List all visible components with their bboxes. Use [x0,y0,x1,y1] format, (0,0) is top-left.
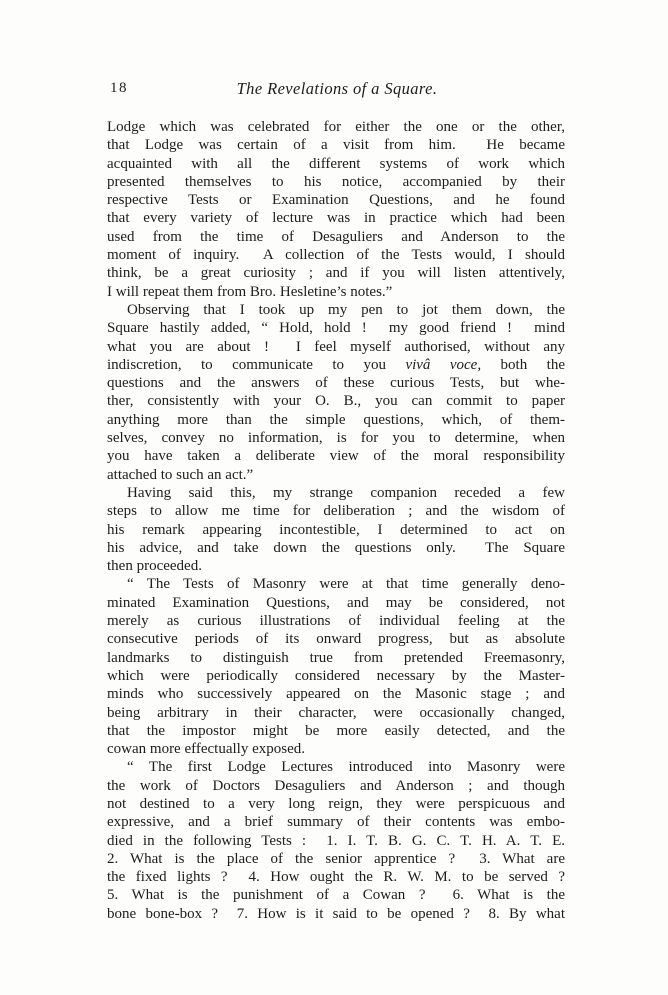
text-run: which were periodically considered necessary by the Master- [107,667,565,684]
text-line [107,740,565,758]
text-line [107,136,565,154]
running-header [108,79,566,99]
text-run: that the impostor might be more easily detected, and the [107,722,565,739]
text-run: minated Examination Questions, and may be considered, not [107,594,565,611]
text-line [107,173,565,191]
text-run: not destined to a very long reign, they were perspicuous and [107,795,565,812]
text-run: merely as curious illustrations of individual feeling at the [107,613,565,630]
text-run: think, be a great curiosity ; and if you will listen attentively, [107,265,565,282]
text-run: respective Tests or Examination Questions, and he found [107,192,565,209]
text-run: what you are about ! I feel myself authorised, without any [107,338,565,355]
text-line [107,429,565,447]
page-body [107,118,565,923]
text-run: attached to such an act.” [107,466,254,483]
italic-phrase: vivâ voce, [405,356,482,373]
running-title: The Revelations of a Square. [236,79,438,98]
text-line [107,630,565,648]
text-run: Lodge which was celebrated for either the one or the other, [107,119,565,135]
text-run: indiscretion, to communicate to you [107,356,406,373]
text-line [107,209,565,227]
text-line [107,795,565,813]
text-line [107,155,565,173]
text-line [107,191,565,209]
text-line [107,118,565,136]
text-run: minds who successively appeared on the Masonic stage ; and [107,686,565,703]
text-line [107,722,565,740]
text-run: 2. What is the place of the senior apprentice ? 3. What are [107,850,565,867]
paragraph [107,118,565,301]
text-run: consecutive periods of its onward progress, but as absolute [107,631,565,648]
text-run: the fixed lights ? 4. How ought the R. W. M. to be served ? [107,869,565,886]
text-line [107,832,565,850]
text-line [107,868,565,886]
text-run: cowan more effectually exposed. [107,741,305,758]
text-run: then proceeded. [107,558,202,575]
paragraph [107,758,565,923]
text-run: Square hastily added, “ Hold, hold ! my good friend ! mind [107,320,565,337]
page-number: 18 [110,80,128,96]
text-line [107,758,565,776]
text-run: “ The first Lodge Lectures introduced into Masonry were [127,759,565,776]
text-line [107,502,565,520]
text-run: used from the time of Desaguliers and Anderson to the [107,228,565,245]
text-line [107,594,565,612]
text-line [107,557,565,575]
text-run: both the [481,356,565,373]
text-line [107,319,565,337]
text-line [107,301,565,319]
text-line [107,411,565,429]
text-run: being arbitrary in their character, were occasionally changed, [107,704,565,721]
text-run: the work of Doctors Desaguliers and Anderson ; and though [107,777,565,794]
text-line [107,813,565,831]
text-run: acquainted with all the different systems of work which [107,155,565,172]
text-line [107,283,565,301]
text-line [107,575,565,593]
text-line [107,392,565,410]
text-line [107,905,565,923]
text-run: landmarks to distinguish true from pretended Freemasonry, [107,649,565,666]
text-line [107,356,565,374]
text-line [107,484,565,502]
text-run: 5. What is the punishment of a Cowan ? 6. What is the [107,887,565,904]
text-run: presented themselves to his notice, accompanied by their [107,173,565,190]
text-line [107,539,565,557]
text-run: moment of inquiry. A collection of the Tests would, I should [107,247,565,264]
text-run: that Lodge was certain of a visit from him. He became [107,137,565,154]
text-line [107,886,565,904]
text-run: selves, convey no information, is for you to determine, when [107,430,565,447]
text-line [107,228,565,246]
text-run: his advice, and take down the questions only. The Square [107,539,565,556]
text-line [107,521,565,539]
text-run: Observing that I took up my pen to jot them down, the [127,301,565,318]
text-run: steps to allow me time for deliberation ; and the wisdom of [107,503,565,520]
paragraph [107,484,565,575]
text-line [107,850,565,868]
text-line [107,685,565,703]
paragraph [107,575,565,758]
text-run: anything more than the simple questions, which, of them- [107,411,565,428]
text-line [107,777,565,795]
text-line [107,338,565,356]
text-run: bone bone-box ? 7. How is it said to be opened ? 8. By what [107,905,565,922]
text-line [107,466,565,484]
text-line [107,704,565,722]
text-run: died in the following Tests : 1. I. T. B. G. C. T. H. A. T. E. [107,832,565,849]
text-line [107,264,565,282]
text-line [107,447,565,465]
text-line [107,612,565,630]
text-line [107,649,565,667]
text-run: that every variety of lecture was in practice which had been [107,210,565,227]
text-run: questions and the answers of these curious Tests, but whe- [107,375,565,392]
text-run: ther, consistently with your O. B., you can commit to paper [107,393,565,410]
text-run: Having said this, my strange companion receded a few [127,484,565,501]
text-line [107,667,565,685]
text-run: you have taken a deliberate view of the moral responsibility [107,448,565,465]
text-run: “ The Tests of Masonry were at that time generally deno- [127,576,565,593]
paragraph [107,301,565,484]
text-line [107,246,565,264]
text-line [107,374,565,392]
text-run: expressive, and a brief summary of their contents was embo- [107,814,565,831]
text-run: his remark appearing incontestible, I determined to act on [107,521,565,538]
text-run: I will repeat them from Bro. Hesletine’s notes.” [107,283,393,300]
